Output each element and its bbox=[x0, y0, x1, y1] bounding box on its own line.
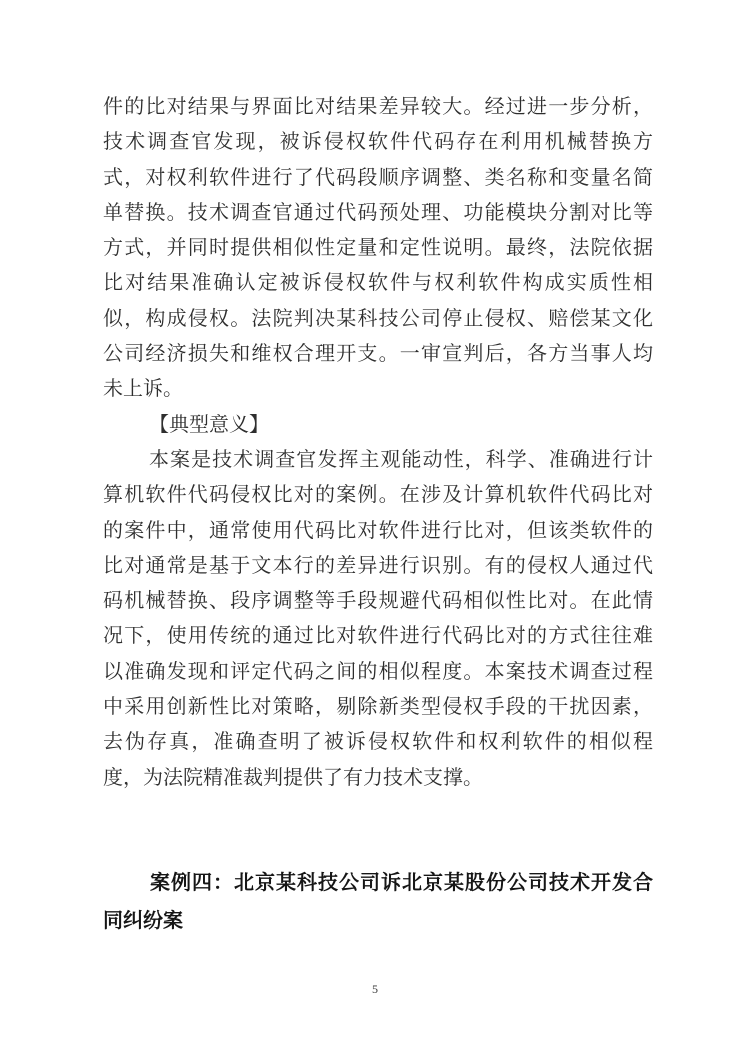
document-body bbox=[103, 90, 653, 940]
text-line: 的案件中，通常使用代码比对软件进行比对，但该类软件的 bbox=[103, 519, 653, 542]
section-label-typical-significance bbox=[103, 408, 653, 443]
text-line: 【典型意义】 bbox=[149, 413, 269, 436]
text-line: 公司经济损失和维权合理开支。一审宣判后，各方当事人均 bbox=[103, 343, 653, 366]
paragraph-typical-significance bbox=[103, 443, 653, 796]
paragraph-case-facts-continuation bbox=[103, 90, 653, 408]
text-line: 式，对权利软件进行了代码段顺序调整、类名称和变量名简 bbox=[103, 166, 653, 189]
text-line: 单替换。技术调查官通过代码预处理、功能模块分割对比等 bbox=[103, 201, 653, 224]
text-line: 度，为法院精准裁判提供了有力技术支撑。 bbox=[103, 766, 483, 789]
text-line: 况下，使用传统的通过比对软件进行代码比对的方式往往难 bbox=[103, 625, 653, 648]
text-line: 去伪存真，准确查明了被诉侵权软件和权利软件的相似程 bbox=[103, 731, 653, 754]
text-line: 未上诉。 bbox=[103, 378, 183, 401]
text-line: 同纠纷案 bbox=[103, 909, 183, 932]
text-line: 技术调查官发现，被诉侵权软件代码存在利用机械替换方 bbox=[103, 131, 653, 154]
text-line: 方式，并同时提供相似性定量和定性说明。最终，法院依据 bbox=[103, 237, 653, 260]
text-line: 比对通常是基于文本行的差异进行识别。有的侵权人通过代 bbox=[103, 554, 653, 577]
text-line: 案例四：北京某科技公司诉北京某股份公司技术开发合 bbox=[150, 871, 653, 894]
case-four-heading bbox=[103, 864, 653, 940]
text-line: 件的比对结果与界面比对结果差异较大。经过进一步分析， bbox=[103, 96, 653, 118]
page-number: 5 bbox=[372, 982, 378, 996]
text-line: 比对结果准确认定被诉侵权软件与权利软件构成实质性相 bbox=[103, 272, 653, 295]
text-line: 似，构成侵权。法院判决某科技公司停止侵权、赔偿某文化 bbox=[103, 307, 653, 330]
text-line: 算机软件代码侵权比对的案例。在涉及计算机软件代码比对 bbox=[103, 484, 653, 507]
text-line: 码机械替换、段序调整等手段规避代码相似性比对。在此情 bbox=[103, 590, 653, 613]
text-line: 本案是技术调查官发挥主观能动性，科学、准确进行计 bbox=[149, 448, 653, 471]
text-line: 中采用创新性比对策略，剔除新类型侵权手段的干扰因素， bbox=[103, 696, 653, 719]
text-line: 以准确发现和评定代码之间的相似程度。本案技术调查过程 bbox=[103, 660, 653, 683]
